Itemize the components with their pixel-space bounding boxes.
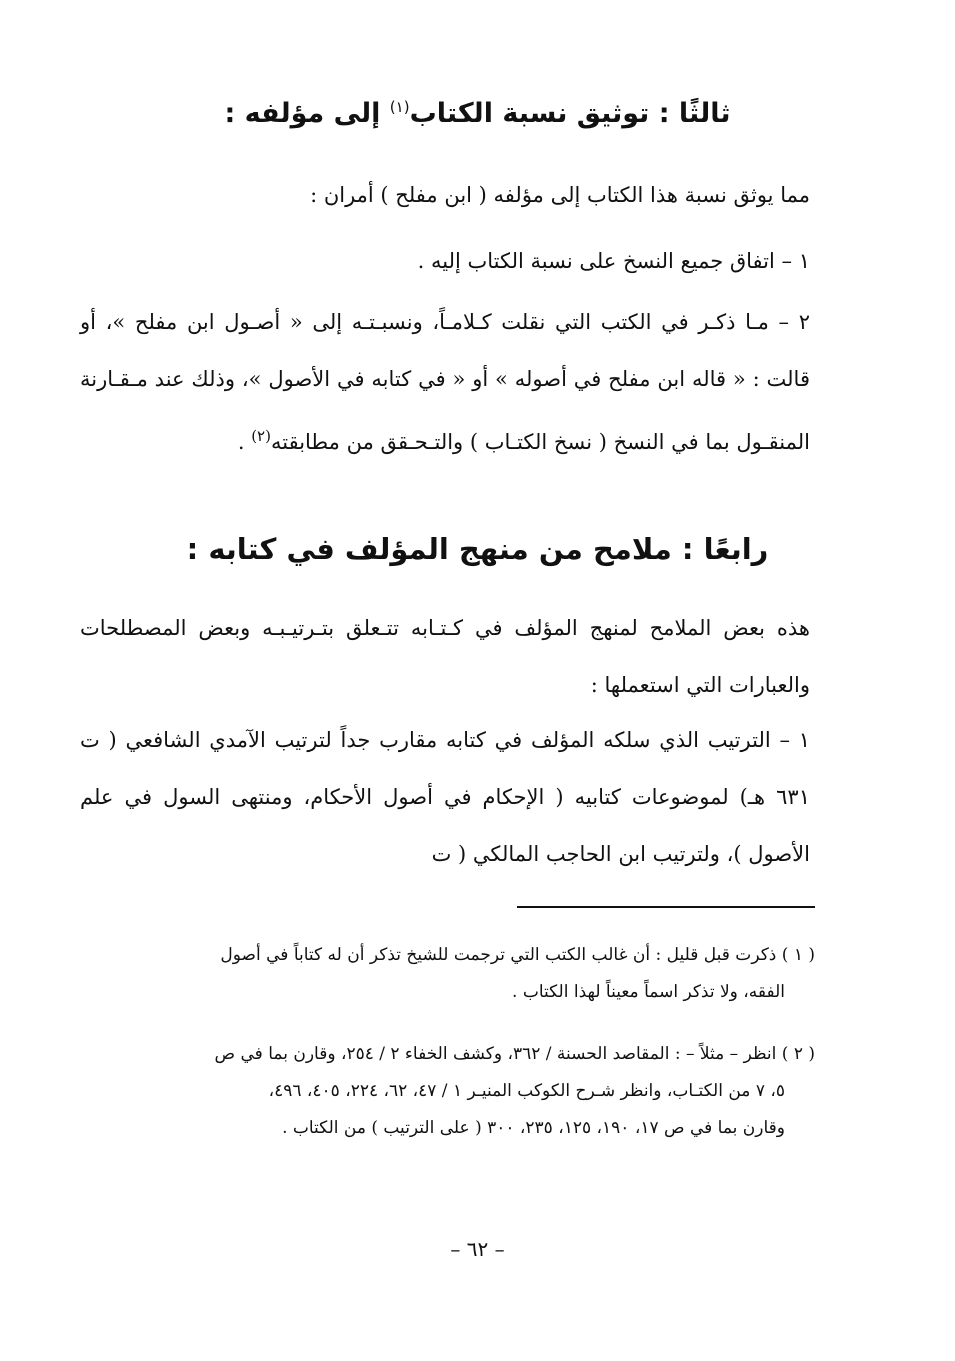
section-heading-4: رابعًا : ملامح من منهج المؤلف في كتابه :: [186, 532, 769, 566]
section-heading-3-end: إلى مؤلفه :: [224, 98, 390, 129]
methodology-intro-paragraph: هذه بعض الملامح لمنهج المؤلف في كـتـابه تتـعلق بتـرتيـبـه وبعض المصطلحات والعبارات التي استعملها :: [80, 616, 810, 697]
footnote-1: [80, 937, 815, 1011]
footnote-2: [80, 1036, 815, 1147]
footnote-1-line-1: ( ١ ) ذكرت قبل قليل : أن غالب الكتب التي ترجمت للشيخ تذكر أن له كتاباً في أصول: [220, 945, 815, 965]
page-number: – ٦٢ –: [450, 1237, 505, 1261]
footnote-2-line-2: ٥، ٧ من الكتـاب، وانظر شـرح الكوكب المنيـر ١ / ٤٧، ٦٢، ٢٢٤، ٤٠٥، ٤٩٦،: [268, 1081, 785, 1101]
footnote-2-line-3: وقارن بما في ص ١٧، ١٩٠، ١٢٥، ٢٣٥، ٣٠٠ ( على الترتيب ) من الكتاب .: [282, 1118, 785, 1138]
footnote-separator: [517, 906, 815, 908]
footnote-1-line-2: الفقه، ولا تذكر اسماً معيناً لهذا الكتاب .: [512, 982, 785, 1002]
intro-paragraph: مما يوثق نسبة هذا الكتاب إلى مؤلفه ( ابن مفلح ) أمران :: [310, 183, 810, 207]
footnote-ref-1[interactable]: (١): [389, 98, 410, 116]
list-item-2-end: .: [237, 430, 252, 454]
footnote-ref-2[interactable]: (٢): [251, 427, 271, 445]
list-item-2: [80, 294, 810, 471]
footnote-2-line-1: ( ٢ ) انظر – مثلاً – : المقاصد الحسنة / ٣٦٢، وكشف الخفاء ٢ / ٢٥٤، وقارن بما في ص: [214, 1044, 815, 1064]
list-item-1: ١ – اتفاق جميع النسخ على نسبة الكتاب إليه .: [417, 249, 810, 273]
list-item-2-text: ٢ – مـا ذكـر في الكتب التي نقلت كـلامـاً، ونسبـتـه إلى « أصـول ابن مفلح »، أو قالت : « قاله ابن مفلح في أصوله » أو « في كتابه في الأصول »، وذلك عند مـقـارنة المنقـول بما في النسخ ( نسخ الكتـاب ) والتـحـقق من مطابقته: [80, 310, 810, 454]
section-heading-3-text: ثالثًا : توثيق نسبة الكتاب: [409, 98, 731, 129]
methodology-item-1: ١ – الترتيب الذي سلكه المؤلف في كتابه مقارب جداً لترتيب الآمدي الشافعي ( ت ٦٣١ هـ) لموضوعات كتابيه ( الإحكام في أصول الأحكام، ومنتهى السول في علم الأصول )، ولترتيب ابن الحاجب المالكي ( ت: [80, 728, 810, 866]
section-heading-3: [0, 98, 955, 129]
